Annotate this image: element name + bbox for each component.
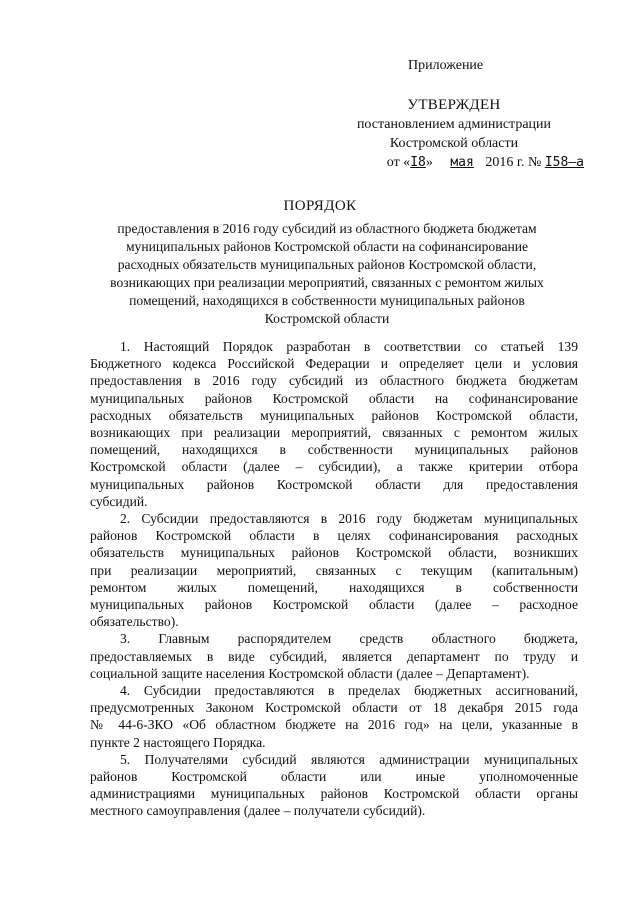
approval-line-1: постановлением администрации: [356, 117, 552, 132]
approval-title: УТВЕРЖДЕН: [407, 97, 501, 113]
text-line: расходных обязательств муниципальных районов Костромской области,: [90, 407, 578, 423]
approval-block: [324, 96, 584, 172]
appendix-label: Приложение: [408, 58, 484, 73]
text-line: помещений, находящихся в собственности муниципальных районов: [90, 442, 578, 458]
handwritten-number: I58–а: [544, 155, 584, 170]
document-subtitle: [76, 220, 578, 328]
text-line: возникающих при реализации мероприятий, связанных с ремонтом жилых: [90, 425, 578, 441]
paragraph-2: [90, 510, 578, 630]
text-line: муниципальных районов Костромской области на софинансирование: [90, 390, 578, 406]
text-line: субсидий.: [90, 493, 148, 509]
text-line: муниципальных районов Костромской области (далее – расходное: [90, 597, 578, 613]
date-prefix: от «: [386, 155, 411, 170]
subtitle-line: Костромской области: [264, 311, 390, 326]
text-line: предоставления в 2016 году субсидий из областного бюджета бюджетам: [90, 373, 578, 389]
text-line: № 44-6-ЗКО «Об областном бюджете на 2016 год» на цели, указанные в: [90, 717, 578, 733]
text-line: предоставляемых в виде субсидий, является департамент по труду и: [90, 648, 578, 664]
handwritten-day: I8: [410, 155, 426, 170]
text-line: 4. Субсидии предоставляются в пределах бюджетных ассигнований,: [120, 683, 578, 699]
text-line: 3. Главным распорядителем средств областного бюджета,: [120, 631, 578, 647]
text-line: при реализации мероприятий, связанных с текущим (капитальным): [90, 562, 578, 578]
text-line: местного самоуправления (далее – получатели субсидий).: [90, 803, 426, 819]
handwritten-month: мая: [450, 155, 474, 170]
date-quote: »: [425, 155, 433, 170]
document-title: ПОРЯДОК: [283, 198, 357, 214]
subtitle-line: расходных обязательств муниципальных районов Костромской области,: [117, 257, 537, 272]
date-year-number: 2016 г. №: [485, 155, 542, 170]
text-line: обязательств муниципальных районов Костромской области, возникших: [90, 545, 578, 561]
subtitle-line: помещений, находящихся в собственности муниципальных районов: [129, 293, 525, 308]
text-line: пункте 2 настоящего Порядка.: [90, 734, 266, 750]
text-line: обязательство).: [90, 614, 179, 630]
paragraph-3: [90, 630, 578, 682]
text-line: предусмотренных Законом Костромской области от 18 декабря 2015 года: [90, 700, 578, 716]
text-line: районов Костромской области в целях софинансирования расходных: [90, 528, 578, 544]
text-line: районов Костромской области или иные уполномоченные: [90, 769, 578, 785]
paragraph-5: [90, 751, 578, 820]
text-line: муниципальных районов Костромской области для предоставления: [90, 476, 578, 492]
text-line: Бюджетного кодекса Российской Федерации и определяет цели и условия: [90, 356, 578, 372]
text-line: 5. Получателями субсидий являются администрации муниципальных: [120, 751, 578, 767]
text-line: Костромской области (далее – субсидии), а также критерии отбора: [90, 459, 578, 475]
text-line: ремонтом жилых помещений, находящихся в собственности: [90, 579, 578, 595]
document-body: [90, 338, 578, 820]
text-line: социальной защите населения Костромской области (далее – Департамент).: [90, 665, 530, 681]
approval-date-line: [324, 153, 584, 172]
subtitle-line: предоставления в 2016 году субсидий из областного бюджета бюджетам: [117, 221, 537, 236]
subtitle-line: муниципальных районов Костромской области на софинансирование: [125, 239, 529, 254]
text-line: 1. Настоящий Порядок разработан в соответствии со статьей 139: [120, 339, 578, 354]
paragraph-4: [90, 682, 578, 751]
text-line: 2. Субсидии предоставляются в 2016 году бюджетам муниципальных: [120, 511, 578, 527]
text-line: администрациями муниципальных районов Костромской области органы: [90, 786, 578, 802]
paragraph-1: [90, 338, 578, 510]
subtitle-line: возникающих при реализации мероприятий, связанных с ремонтом жилых: [110, 275, 544, 290]
approval-line-2: Костромской области: [389, 136, 519, 151]
